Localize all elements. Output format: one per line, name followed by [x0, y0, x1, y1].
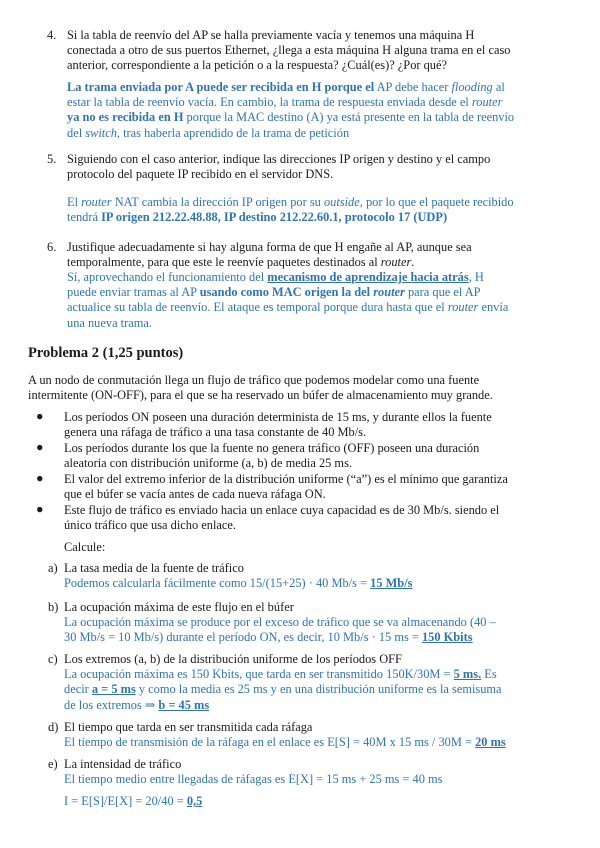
item-a-label: a)	[48, 561, 58, 575]
item-d-answer: El tiempo de transmisión de la ráfaga en el enlace es E[S] = 40M x 15 ms / 30M =	[64, 735, 476, 750]
q5-answer-text: NAT cambia la dirección IP origen por su	[111, 195, 324, 209]
item-b-result: 150 Kbits	[421, 630, 473, 645]
bullet-dot: ●	[36, 440, 44, 454]
q5-number: 5.	[47, 152, 57, 166]
q5-question-line: Siguiendo con el caso anterior, indique las direcciones IP origen y destino y el campo	[67, 152, 491, 166]
bullet-line: Este flujo de tráfico es enviado hacia un enlace cuya capacidad es de 30 Mb/s. siendo el	[64, 503, 500, 517]
q4-answer-italic: flooding	[451, 80, 493, 94]
q4-question-line: anterior, correspondiente a la petición o a la respuesta? ¿Cuál(es)? ¿Por qué?	[67, 58, 448, 73]
q6-number: 6.	[47, 240, 57, 254]
q4-answer-text: , tras haberla aprendido de la trama de petición	[116, 125, 350, 140]
q4-answer-bold: La trama enviada por A puede ser recibida en H porque el	[67, 80, 375, 94]
q4-answer-text: AP debe hacer	[374, 80, 452, 94]
bullet-item	[64, 472, 572, 502]
q4-question	[67, 28, 572, 74]
q4-number: 4.	[47, 28, 57, 42]
q6-answer-text: actualice su tabla de reenvío. El ataque es temporal porque dura hasta que el	[67, 300, 448, 315]
item-d-label: d)	[48, 720, 59, 734]
bullet-line: aleatoria con distribución uniforme (a, b) de media 25 ms.	[64, 456, 352, 471]
q4-answer	[67, 80, 572, 141]
item-c-answer: La ocupación máxima es 150 Kbits, que tarda en ser transmitido 150K/30M =	[64, 667, 454, 682]
q6-answer-text: puede enviar tramas al AP	[67, 285, 200, 300]
problem-heading: Problema 2 (1,25 puntos)	[28, 345, 184, 361]
bullet-dot: ●	[36, 502, 44, 516]
item-b-label: b)	[48, 600, 59, 614]
q5-answer-text: , por lo que el paquete recibido	[359, 195, 514, 209]
q4-question-line: conectada a otro de sus puertos Ethernet, ¿llega a esta máquina H alguna trama en el caso	[67, 43, 511, 58]
problem-intro	[28, 373, 572, 403]
item-a-answer: Podemos calcularla fácilmente como 15/(15+25) · 40 Mb/s =	[64, 576, 371, 591]
bullet-item	[64, 503, 572, 533]
q6-answer-text: una nueva trama.	[67, 315, 152, 330]
bullet-line: genera una ráfaga de tráfico a una tasa constante de 40 Mb/s.	[64, 425, 367, 440]
q6-answer	[67, 270, 572, 331]
item-d-result: 20 ms	[475, 735, 506, 750]
q4-answer-bold: ya no es recibida en H	[67, 110, 184, 125]
item-c	[64, 652, 572, 713]
item-a-result: 15 Mb/s	[370, 576, 413, 591]
q6-question-line: Justifique adecuadamente si hay alguna forma de que H engañe al AP, aunque sea	[67, 240, 472, 254]
q5-answer-bold: IP origen 212.22.48.88, IP destino 212.22.60.1, protocolo 17 (UDP)	[101, 210, 448, 225]
bullet-dot: ●	[36, 409, 44, 423]
item-d	[64, 720, 572, 750]
bullet-line: Los períodos durante los que la fuente no genera tráfico (OFF) poseen una duración	[64, 441, 480, 455]
q4-question-line: Si la tabla de reenvío del AP se halla previamente vacía y tenemos una máquina H	[67, 28, 475, 42]
bullet-item	[64, 441, 572, 471]
bullet-dot: ●	[36, 471, 44, 485]
q6-question-italic: router	[380, 255, 412, 270]
item-a	[64, 561, 572, 591]
q6-answer-text: envía	[478, 300, 509, 315]
q4-answer-text: estar la tabla de reenvío vacía. En cambio, la trama de respuesta enviada desde el	[67, 95, 472, 110]
item-b-answer: 30 Mb/s = 10 Mb/s) durante el período ON, es decir, 10 Mb/s · 15 ms =	[64, 630, 422, 645]
item-c-result: b = 45 ms	[158, 697, 210, 712]
item-e-label: e)	[48, 757, 58, 771]
bullet-line: Los períodos ON poseen una duración determinista de 15 ms, y durante ellos la fuente	[64, 410, 492, 424]
item-c-answer: decir	[64, 682, 92, 697]
item-d-question: El tiempo que tarda en ser transmitida cada ráfaga	[64, 720, 313, 734]
item-c-result: a = 5 ms	[91, 682, 136, 697]
q6-question-text: .	[411, 255, 415, 270]
item-c-question: Los extremos (a, b) de la distribución uniforme de los períodos OFF	[64, 652, 402, 666]
q6-answer-bold: usando como MAC origen la del	[199, 285, 374, 300]
q5-question-line: protocolo del paquete IP recibido en el servidor DNS.	[67, 167, 334, 182]
q5-answer-italic: outside	[323, 195, 360, 209]
q5-answer-text: El	[67, 195, 82, 209]
item-c-answer: y como la media es 25 ms y en una distribución uniforme es la semisuma	[135, 682, 502, 697]
item-b-answer: La ocupación máxima se produce por el exceso de tráfico que se va almacenando (40 –	[64, 615, 496, 630]
item-c-answer: Es	[481, 667, 497, 682]
bullet-line: El valor del extremo inferior de la distribución uniforme (“a”) es el mínimo que garantiza	[64, 472, 508, 486]
intro-line: A un nodo de conmutación llega un flujo de tráfico que podemos modelar como una fuente	[28, 373, 480, 387]
item-b-question: La ocupación máxima de este flujo en el búfer	[64, 600, 294, 614]
q4-answer-italic: switch	[85, 125, 117, 140]
intro-line: intermitente (ON-OFF), para el que se ha reservado un búfer de almacenamiento muy grande.	[28, 388, 493, 403]
q6-question-line: temporalmente, para que este le reenvíe paquetes destinados al	[67, 255, 381, 270]
item-e-result: 0,5	[186, 794, 203, 808]
bullet-item	[64, 410, 572, 440]
q5-question	[67, 152, 572, 182]
q6-answer-text: , H	[468, 270, 484, 284]
calcule-label: Calcule:	[64, 540, 106, 554]
item-e-answer: El tiempo medio entre llegadas de ráfagas es E[X] = 15 ms + 25 ms = 40 ms	[64, 772, 443, 787]
q4-answer-text: porque la MAC destino (A) ya está presente en la tabla de reenvío	[183, 110, 515, 125]
q5-answer-italic: router	[81, 195, 112, 209]
bullet-line: único tráfico que usa dicho enlace.	[64, 518, 237, 533]
item-b	[64, 600, 572, 646]
q5-answer	[67, 195, 572, 225]
bullet-line: que el búfer se vacía antes de cada nueva ráfaga ON.	[64, 487, 326, 502]
q6-answer-highlight: mecanismo de aprendizaje hacia atrás	[267, 270, 469, 284]
item-c-answer: de los extremos ⇒	[64, 697, 159, 712]
item-e-answer: I = E[S]/E[X] = 20/40 =	[64, 794, 187, 808]
item-e	[64, 757, 572, 787]
q4-answer-text: del	[67, 125, 86, 140]
item-c-result: 5 ms.	[453, 667, 482, 682]
q6-answer-text: para que el AP	[404, 285, 481, 300]
item-a-question: La tasa media de la fuente de tráfico	[64, 561, 244, 575]
item-e-question: La intensidad de tráfico	[64, 757, 182, 771]
q4-answer-text: al	[492, 80, 505, 94]
item-c-label: c)	[48, 652, 58, 666]
q6-answer-text: Sí, aprovechando el funcionamiento del	[67, 270, 268, 284]
q6-answer-italic: router	[447, 300, 479, 315]
q5-answer-text: tendrá	[67, 210, 102, 225]
q6-answer-bold-italic: router	[373, 285, 405, 300]
q4-answer-italic: router	[471, 95, 503, 110]
q6-question	[67, 240, 572, 270]
item-e-intensity	[64, 794, 202, 809]
